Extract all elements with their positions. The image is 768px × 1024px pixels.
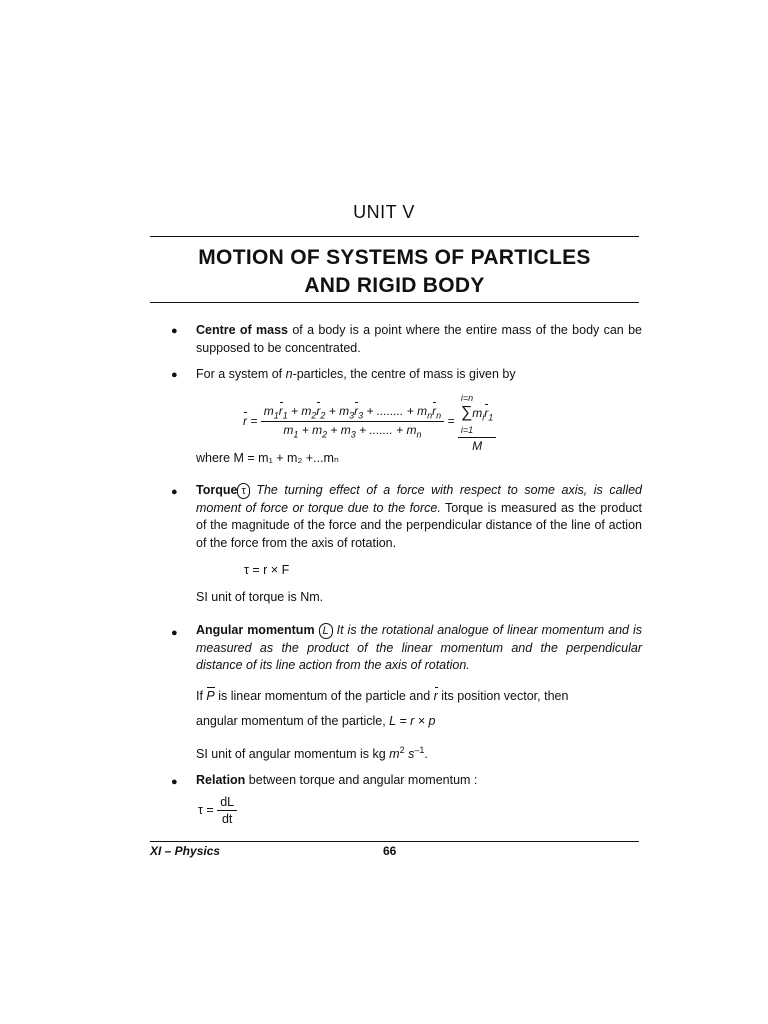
title-line-1: MOTION OF SYSTEMS OF PARTICLES [198,246,591,269]
position-vector-line: If P is linear momentum of the particle and r its position vector, then [196,689,569,703]
system-n: n [285,367,293,381]
footer-subject: XI – Physics [150,844,221,858]
system-paragraph [196,366,642,384]
unit-heading: UNIT V [353,202,415,222]
bullet-icon: ● [171,486,178,498]
bullet-icon: ● [171,325,178,337]
angular-momentum-si-unit: SI unit of angular momentum is kg $m^2$ $s^{-1}$. [196,745,428,762]
centre-of-mass-formula: r = $\frac{m_1r_1 + m_2r_2 + m_3r_3 + ........ + m_nr_n}{m_1 + m_2 + m_3 + ....... + m_n}$ = i=n $\sum m_ir_1$ i=1 M [243,390,496,453]
angular-momentum-line: angular momentum of the particle, L = r × p [196,714,436,728]
centre-of-mass-paragraph [196,322,642,357]
torque-term: Torque [196,483,238,497]
torque-description: Torque is measured as the product of the magnitude of the force and the perpendicular distance of the line of action of the force from the axis of rotation. [196,500,642,550]
relation-term: Relation [196,773,246,787]
footer-rule [150,841,639,842]
angular-momentum-term: Angular momentum [196,623,315,637]
bottom-rule [150,302,639,303]
centre-of-mass-text: of a body is a point where the entire mass of the body can be supposed to be concentrated. [196,323,642,355]
torque-definition: The turning effect of a force with respect to some axis, is called moment of force or torque due to the force. [196,483,642,515]
top-rule [150,236,639,237]
bullet-icon: ● [171,776,178,788]
angular-momentum-paragraph [196,622,642,675]
torque-si-unit: SI unit of torque is Nm. [196,590,324,604]
centre-of-mass-term: Centre of mass [196,323,289,337]
angular-momentum-definition: It is the rotational analogue of linear momentum and is measured as the product of the linear momentum and the perpendicular distance of its line action from the axis of rotation. [196,623,642,672]
torque-symbol: τ [237,483,249,499]
system-text-pre: For a system of [196,367,286,381]
torque-paragraph [196,482,642,552]
system-text-post: -particles, the centre of mass is given by [292,367,516,381]
where-line: where M = m₁ + m₂ +...mₙ [196,451,339,465]
page-number: 66 [383,844,397,858]
bullet-icon: ● [171,369,178,381]
title-line-2: AND RIGID BODY [304,274,485,297]
relation-formula: τ = $\frac{dL}{dt}$ [198,795,237,826]
bullet-icon: ● [171,627,178,639]
torque-formula: τ = r × F [244,563,290,577]
chapter-title [150,244,639,300]
angular-momentum-symbol: L [319,623,333,639]
relation-line [196,773,477,787]
relation-text: between torque and angular momentum : [245,773,478,787]
